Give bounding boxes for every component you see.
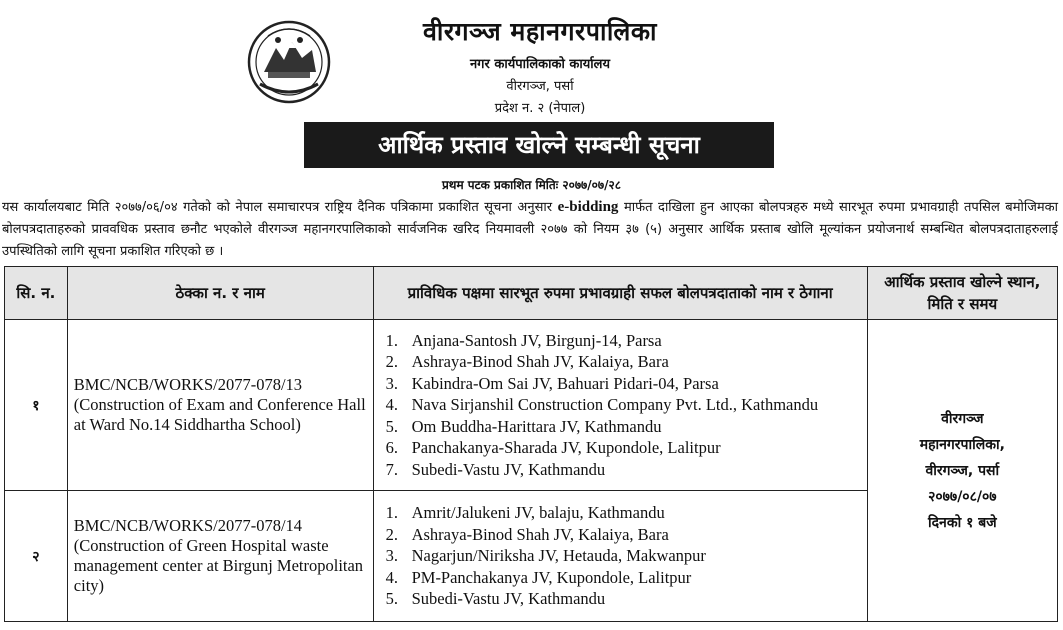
bidder-name: Subedi-Vastu JV, Kathmandu [411,459,606,479]
opening-time: दिनको १ बजे [928,514,997,531]
bidder-name: Nagarjun/Niriksha JV, Hetauda, Makwanpur [411,546,706,566]
row-sn: १ [5,320,68,491]
contract-number: BMC/NCB/WORKS/2077-078/14 [73,516,303,536]
opening-line: वीरगञ्ज [941,410,984,427]
notice-paragraph [2,196,1058,263]
list-item [386,330,857,352]
opening-line: महानगरपालिका, [919,436,1005,453]
bidder-number: 2. [385,524,398,544]
opening-date: २०७७/०८/०७ [928,488,997,505]
list-item [386,394,857,416]
bidder-number: 4. [385,395,398,415]
office-location: वीरगञ्ज, पर्सा [506,79,574,94]
list-item [386,351,857,373]
contract-cell [67,491,373,622]
bidders-cell [373,320,867,491]
bidder-name: Om Buddha-Harittara JV, Kathmandu [411,416,662,436]
bidder-number: 1. [385,330,398,350]
list-item [386,588,857,610]
list-item [386,459,857,481]
bids-table [4,266,1058,622]
list-item [386,545,857,567]
ebidding-term: e-bidding [557,199,619,215]
notice-header [0,0,1063,175]
province-name: प्रदेश न. २ (नेपाल) [494,101,586,116]
bidder-number: 4. [385,567,398,587]
list-item [386,567,857,589]
contract-cell [67,320,373,491]
opening-line: वीरगञ्ज, पर्सा [925,462,1000,479]
bidder-name: Kabindra-Om Sai JV, Bahuari Pidari-04, Parsa [411,373,719,393]
bidder-list [386,502,857,610]
list-item [386,502,857,524]
municipality-emblem-icon [246,14,332,110]
bidder-name: Subedi-Vastu JV, Kathmandu [411,589,606,609]
bidder-number: 7. [385,459,398,479]
bidder-name: PM-Panchakanya JV, Kupondole, Lalitpur [411,567,692,587]
bidder-name: Panchakanya-Sharada JV, Kupondole, Lalitpur [411,438,721,458]
bidder-number: 3. [385,373,398,393]
bidder-number: 5. [385,589,398,609]
table-header-row [5,267,1058,320]
contract-name: (Construction of Green Hospital waste management center at Birgunj Metropolitan city) [73,536,364,596]
header-bidders: प्राविधिक पक्षमा सारभूत रुपमा प्रभावग्राही सफल बोलपत्रदाताको नाम र ठेगाना [373,267,867,320]
bidders-cell [373,491,867,622]
bidder-number: 1. [385,503,398,523]
list-item [386,437,857,459]
bidder-number: 3. [385,546,398,566]
office-name: नगर कार्यपालिकाको कार्यालय [469,57,611,72]
header-contract: ठेक्का न. र नाम [67,267,373,320]
bidder-number: 2. [385,352,398,372]
bidder-name: Amrit/Jalukeni JV, balaju, Kathmandu [411,503,665,523]
paragraph-part1: यस कार्यालयबाट मिति २०७७/०६/०४ गतेको को नेपाल समाचारपत्र राष्ट्रिय दैनिक पत्रिकामा प्रकाशित सूचना अनुसार [2,200,558,215]
contract-name: (Construction of Exam and Conference Hall at Ward No.14 Siddhartha School) [73,395,366,435]
bidder-list [386,330,857,481]
contract-number: BMC/NCB/WORKS/2077-078/13 [73,375,303,395]
list-item [386,373,857,395]
bidder-number: 6. [385,438,398,458]
bidder-name: Ashraya-Binod Shah JV, Kalaiya, Bara [411,524,669,544]
bidder-name: Ashraya-Binod Shah JV, Kalaiya, Bara [411,352,669,372]
bidder-name: Anjana-Santosh JV, Birgunj-14, Parsa [411,330,662,350]
bidder-name: Nava Sirjanshil Construction Company Pvt. Ltd., Kathmandu [411,395,819,415]
notice-heading: आर्थिक प्रस्ताव खोल्ने सम्बन्धी सूचना [304,122,774,168]
publication-date: प्रथम पटक प्रकाशित मितिः २०७७/०७/२८ [441,178,622,192]
bidder-number: 5. [385,416,398,436]
header-sn: सि. न. [5,267,68,320]
municipality-title: वीरगञ्ज महानगरपालिका [422,17,658,46]
paragraph-part2: मार्फत दाखिला हुन आएका बोलपत्रहरु मध्ये सारभूत रुपमा प्रभावग्राही तपसिल बमोजिमका बोलपत्रदाताहरुको प्राववधिक प्रस्ताव छनौट भएकोले वीरगञ्ज महानगरपालिकाको सार्वजनिक खरिद नियमावली २०७७ को नियम ३७ (५) अनुसार आर्थिक प्रस्ताब खोलि मूल्यांकन प्रयोजनार्थ सम्बन्धित बोलपत्रदाताहरुलाई उपस्थितिको लागि सूचना प्रकाशित गरिएको छ । [2,200,1058,259]
header-opening: आर्थिक प्रस्ताव खोल्ने स्थान, मिति र समय [867,267,1057,320]
row-sn: २ [5,491,68,622]
list-item [386,524,857,546]
table-row [5,320,1058,491]
list-item [386,416,857,438]
opening-cell [867,320,1057,622]
